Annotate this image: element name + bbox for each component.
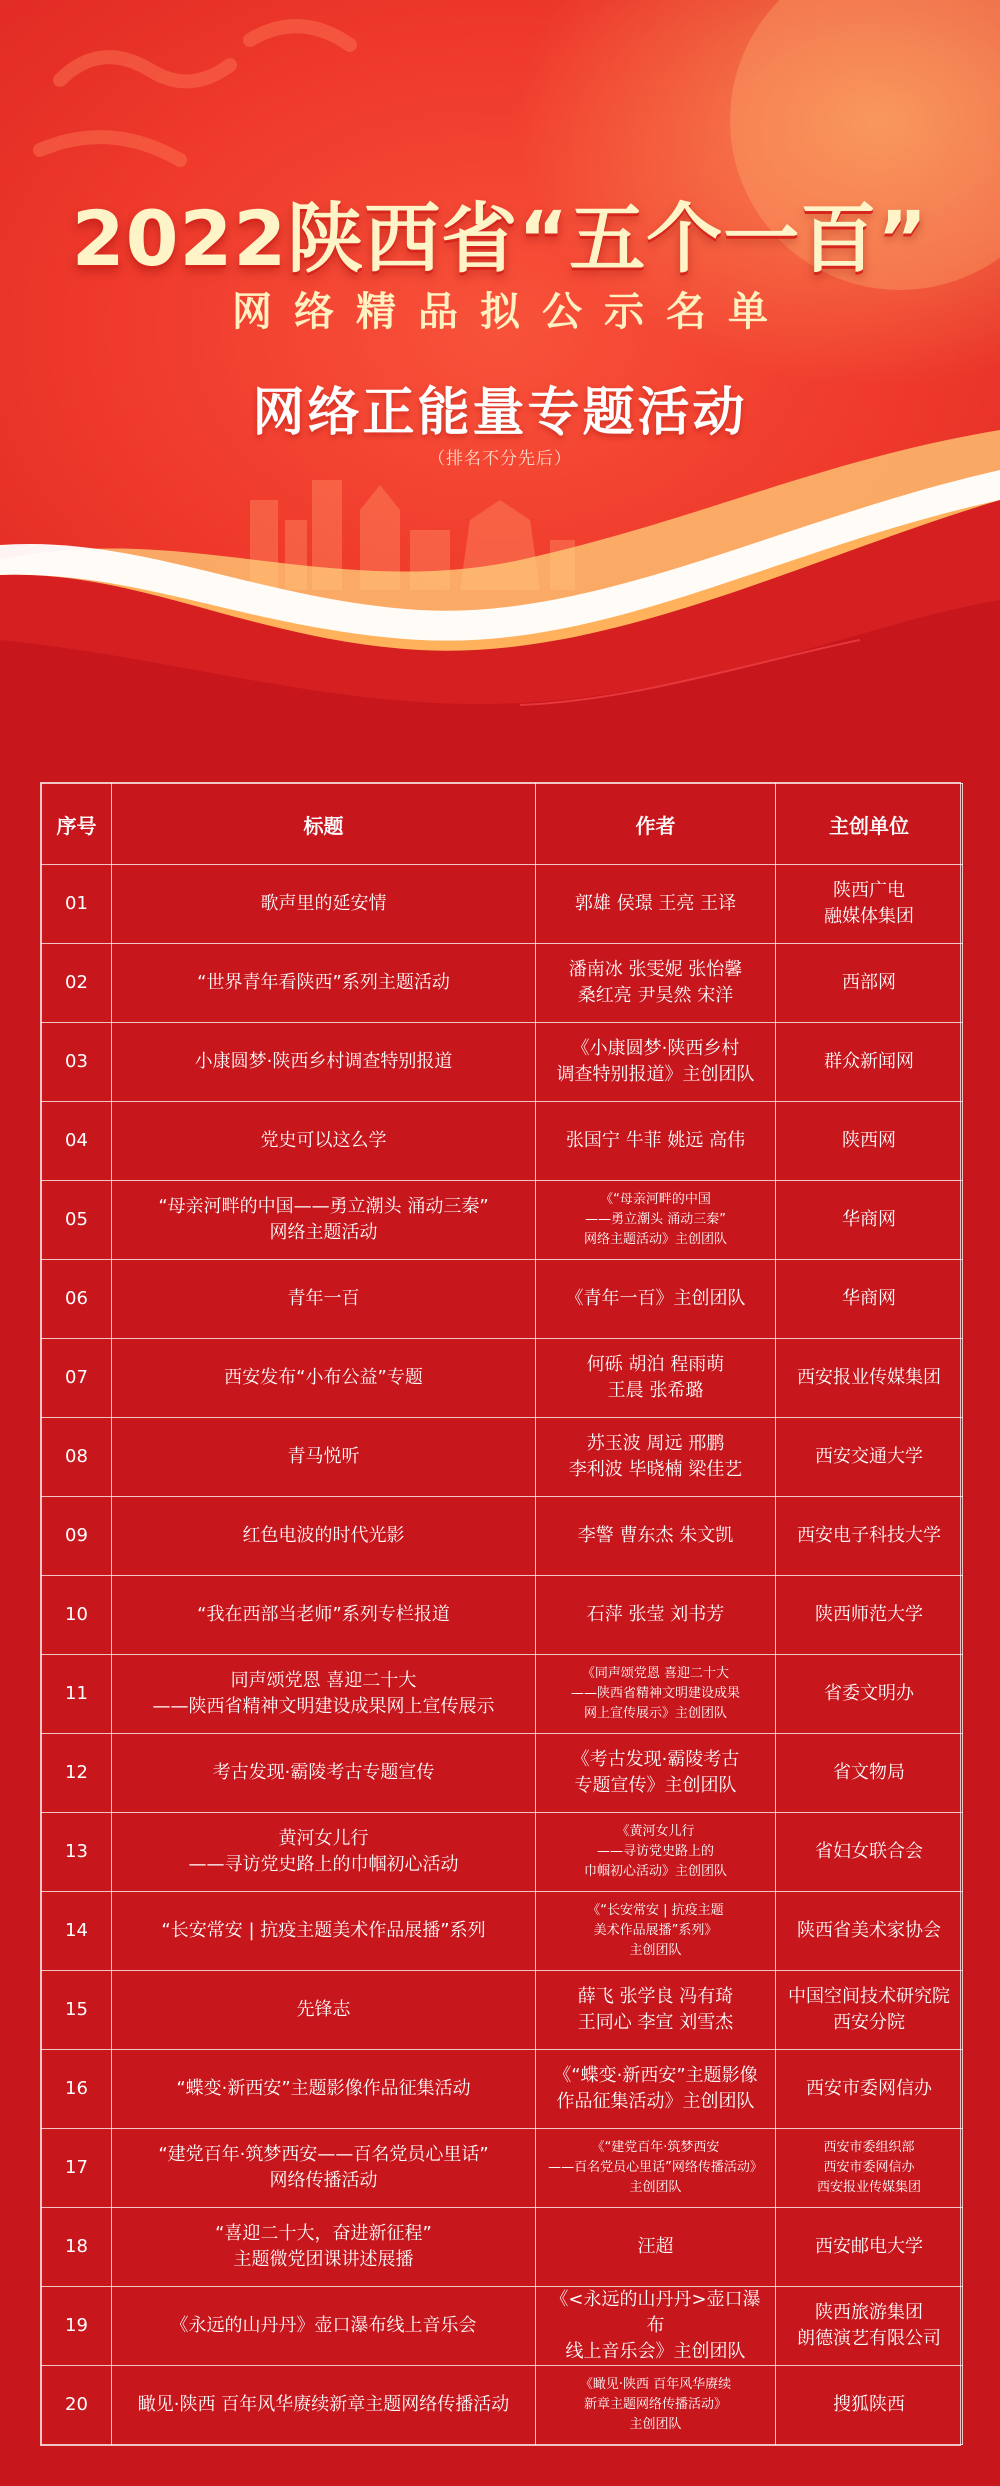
table-body: [42, 865, 963, 2445]
row-index-text: 05: [65, 1208, 88, 1230]
header-unit: 主创单位: [776, 784, 963, 865]
row-title: [112, 2129, 536, 2208]
row-index-text: 04: [65, 1129, 88, 1151]
row-index: [42, 2366, 112, 2445]
row-author-text: 《“蝶变·新西安”主题影像 作品征集活动》主创团队: [553, 2064, 758, 2112]
row-title: [112, 2050, 536, 2129]
row-index: [42, 1023, 112, 1102]
row-unit: [776, 2287, 963, 2366]
row-author-text: 《同声颂党恩 喜迎二十大 ——陕西省精神文明建设成果 网上宣传展示》主创团队: [570, 1665, 740, 1722]
row-unit-text: 华商网: [842, 1287, 896, 1309]
table-row: [42, 1734, 963, 1813]
row-unit: [776, 944, 963, 1023]
row-unit: [776, 1023, 963, 1102]
row-index-text: 14: [65, 1919, 88, 1941]
row-title-text: 红色电波的时代光影: [242, 1524, 405, 1546]
row-unit: [776, 1813, 963, 1892]
row-index: [42, 865, 112, 944]
table-row: [42, 2208, 963, 2287]
row-unit: [776, 2208, 963, 2287]
row-unit: [776, 1181, 963, 1260]
row-author: [536, 2129, 776, 2208]
row-unit-text: 省妇女联合会: [815, 1840, 923, 1862]
row-unit-text: 陕西师范大学: [815, 1603, 923, 1625]
subtitle: 网络精品拟公示名单: [232, 289, 790, 335]
row-title: [112, 865, 536, 944]
row-unit-text: 陕西省美术家协会: [797, 1919, 941, 1941]
row-index-text: 17: [65, 2156, 88, 2178]
table-row: [42, 2129, 963, 2208]
row-index: [42, 2287, 112, 2366]
row-unit-text: 群众新闻网: [824, 1050, 914, 1072]
row-unit-text: 省委文明办: [824, 1682, 914, 1704]
row-author: [536, 944, 776, 1023]
row-index-text: 12: [65, 1761, 88, 1783]
row-title: [112, 1813, 536, 1892]
row-title: [112, 1260, 536, 1339]
row-author-text: 郭雄 侯璟 王亮 王译: [574, 892, 737, 914]
main-title: 2022陕西省“五个一百”: [71, 194, 929, 283]
row-unit: [776, 1892, 963, 1971]
row-title-text: “建党百年·筑梦西安——百名党员心里话” 网络传播活动: [158, 2143, 489, 2191]
row-unit-text: 华商网: [842, 1208, 896, 1230]
row-author-text: 《“建党百年·筑梦西安 ——百名党员心里话”网络传播活动》 主创团队: [548, 2139, 763, 2196]
table-row: [42, 1102, 963, 1181]
ranking-note: （排名不分先后）: [428, 449, 572, 469]
row-unit: [776, 1971, 963, 2050]
row-title-text: 小康圆梦·陕西乡村调查特别报道: [194, 1050, 453, 1072]
row-unit: [776, 1102, 963, 1181]
row-author-text: 《考古发现·霸陵考古 专题宣传》主创团队: [571, 1748, 740, 1796]
row-unit: [776, 1655, 963, 1734]
row-unit-text: 西安市委网信办: [806, 2077, 932, 2099]
row-unit-text: 西部网: [842, 971, 896, 993]
table-row: [42, 1497, 963, 1576]
row-index: [42, 2208, 112, 2287]
row-unit-text: 陕西网: [842, 1129, 896, 1151]
row-author-text: 潘南冰 张雯妮 张怡馨 桑红亮 尹昊然 宋洋: [568, 958, 743, 1006]
row-author-text: 《瞰见·陕西 百年风华赓续 新章主题网络传播活动》 主创团队: [579, 2377, 732, 2433]
row-author: [536, 2287, 776, 2366]
row-title-text: “世界青年看陕西”系列主题活动: [197, 971, 450, 993]
table-row: [42, 865, 963, 944]
table-row: [42, 1655, 963, 1734]
row-title-text: “我在西部当老师”系列专栏报道: [197, 1603, 450, 1625]
row-index-text: 02: [65, 971, 88, 993]
row-author-text: 《黄河女儿行 ——寻访党史路上的 巾帼初心活动》主创团队: [583, 1823, 727, 1880]
row-unit-text: 西安报业传媒集团: [797, 1366, 941, 1388]
row-index-text: 09: [65, 1524, 88, 1546]
row-title-text: 《永远的山丹丹》壶口瀑布线上音乐会: [170, 2315, 477, 2337]
row-index-text: 16: [65, 2077, 88, 2099]
row-unit: [776, 2366, 963, 2445]
row-author: [536, 1892, 776, 1971]
row-author-text: 《青年一百》主创团队: [565, 1287, 746, 1309]
row-index: [42, 944, 112, 1023]
row-unit-text: 西安交通大学: [815, 1445, 923, 1467]
row-author-text: 张国宁 牛菲 姚远 高伟: [565, 1129, 746, 1151]
table-row: [42, 2287, 963, 2366]
row-unit: [776, 1418, 963, 1497]
row-unit-text: 陕西广电 融媒体集团: [824, 879, 914, 927]
row-title: [112, 1181, 536, 1260]
row-title: [112, 1418, 536, 1497]
row-author: [536, 2208, 776, 2287]
row-title-text: “母亲河畔的中国——勇立潮头 涌动三秦” 网络主题活动: [158, 1195, 489, 1243]
header-index: 序号: [42, 784, 112, 865]
row-unit: [776, 1734, 963, 1813]
table-row: [42, 1971, 963, 2050]
row-index: [42, 1655, 112, 1734]
header-banner: [0, 0, 1000, 760]
row-unit: [776, 1339, 963, 1418]
row-index: [42, 1102, 112, 1181]
row-author-text: 何砾 胡泊 程雨萌 王晨 张希璐: [586, 1353, 725, 1401]
theme-title: 网络正能量专题活动: [252, 383, 748, 443]
table-row: [42, 1339, 963, 1418]
row-unit: [776, 1497, 963, 1576]
row-author: [536, 1971, 776, 2050]
row-author: [536, 1655, 776, 1734]
row-unit-text: 西安邮电大学: [815, 2235, 923, 2257]
row-author-text: 《“长安常安 | 抗疫主题 美术作品展播”系列》 主创团队: [587, 1902, 724, 1959]
row-title-text: “蝶变·新西安”主题影像作品征集活动: [176, 2077, 471, 2099]
row-unit: [776, 2129, 963, 2208]
row-index: [42, 1971, 112, 2050]
row-author: [536, 1734, 776, 1813]
row-title: [112, 1655, 536, 1734]
table-row: [42, 1181, 963, 1260]
row-index-text: 20: [65, 2394, 88, 2416]
row-unit: [776, 1260, 963, 1339]
row-index: [42, 1892, 112, 1971]
row-title-text: 青年一百: [287, 1287, 360, 1309]
row-author: [536, 1102, 776, 1181]
header-title: 标题: [112, 784, 536, 865]
row-index-text: 13: [65, 1840, 88, 1862]
table-row: [42, 2050, 963, 2129]
row-title-text: 西安发布“小布公益”专题: [224, 1366, 423, 1388]
row-author-text: 石萍 张莹 刘书芳: [586, 1603, 725, 1625]
row-author: [536, 1023, 776, 1102]
row-title: [112, 1023, 536, 1102]
row-author: [536, 1181, 776, 1260]
row-title: [112, 1576, 536, 1655]
row-author: [536, 865, 776, 944]
row-author-text: 苏玉波 周远 邢鹏 李利波 毕晓楠 梁佳艺: [568, 1432, 743, 1480]
row-index-text: 03: [65, 1050, 88, 1072]
row-unit-text: 西安电子科技大学: [797, 1524, 941, 1546]
row-title-text: 黄河女儿行 ——寻访党史路上的巾帼初心活动: [188, 1827, 459, 1875]
row-author: [536, 1497, 776, 1576]
row-author-text: 《<永远的山丹丹>壶口瀑布 线上音乐会》主创团队: [550, 2289, 761, 2363]
row-unit: [776, 865, 963, 944]
row-author: [536, 1813, 776, 1892]
row-author-text: 汪超: [637, 2235, 674, 2257]
row-title-text: 瞰见·陕西 百年风华赓续新章主题网络传播活动: [137, 2394, 510, 2416]
row-index: [42, 1418, 112, 1497]
row-index-text: 07: [65, 1366, 88, 1388]
row-index-text: 15: [65, 1998, 88, 2020]
row-index: [42, 1734, 112, 1813]
row-title: [112, 1734, 536, 1813]
table-row: [42, 1892, 963, 1971]
row-author: [536, 1418, 776, 1497]
row-title: [112, 1971, 536, 2050]
row-title: [112, 2208, 536, 2287]
row-title: [112, 1497, 536, 1576]
row-title: [112, 944, 536, 1023]
table-row: [42, 2366, 963, 2445]
table-row: [42, 1260, 963, 1339]
row-index: [42, 1497, 112, 1576]
row-title-text: 党史可以这么学: [260, 1129, 387, 1151]
table-row: [42, 1023, 963, 1102]
row-index: [42, 2050, 112, 2129]
row-title: [112, 2287, 536, 2366]
row-author-text: 李警 曹东杰 朱文凯: [577, 1524, 734, 1546]
row-title: [112, 2366, 536, 2445]
row-author-text: 《“母亲河畔的中国 ——勇立潮头 涌动三秦” 网络主题活动》主创团队: [583, 1191, 727, 1248]
row-unit: [776, 1576, 963, 1655]
row-unit: [776, 2050, 963, 2129]
row-index-text: 11: [65, 1682, 88, 1704]
row-author-text: 薛飞 张学良 冯有琦 王同心 李宣 刘雪杰: [577, 1985, 734, 2033]
row-author: [536, 1339, 776, 1418]
row-author: [536, 1260, 776, 1339]
row-title: [112, 1102, 536, 1181]
row-unit-text: 陕西旅游集团 朗德演艺有限公司: [797, 2302, 941, 2350]
table-header-row: [42, 784, 963, 865]
row-title-text: “长安常安 | 抗疫主题美术作品展播”系列: [161, 1919, 486, 1941]
row-author: [536, 1576, 776, 1655]
row-index: [42, 1339, 112, 1418]
table-row: [42, 1576, 963, 1655]
header-author: 作者: [536, 784, 776, 865]
table-row: [42, 1813, 963, 1892]
row-index-text: 19: [65, 2315, 88, 2337]
row-index-text: 08: [65, 1445, 88, 1467]
row-index: [42, 1260, 112, 1339]
row-title-text: “喜迎二十大，奋进新征程” 主题微党团课讲述展播: [215, 2222, 432, 2270]
row-index: [42, 1813, 112, 1892]
row-title-text: 歌声里的延安情: [260, 892, 387, 914]
row-title-text: 同声颂党恩 喜迎二十大 ——陕西省精神文明建设成果网上宣传展示: [152, 1669, 495, 1717]
row-author: [536, 2050, 776, 2129]
row-title: [112, 1892, 536, 1971]
row-unit-text: 西安市委组织部 西安市委网信办 西安报业传媒集团: [816, 2139, 921, 2196]
row-index: [42, 2129, 112, 2208]
nominee-table: [40, 782, 961, 2446]
row-index-text: 18: [65, 2235, 88, 2257]
row-unit-text: 中国空间技术研究院 西安分院: [788, 1985, 950, 2033]
row-index: [42, 1576, 112, 1655]
row-title-text: 青马悦听: [287, 1445, 360, 1467]
row-index-text: 10: [65, 1603, 88, 1625]
row-index-text: 06: [65, 1287, 88, 1309]
row-index-text: 01: [65, 892, 88, 914]
row-unit-text: 省文物局: [833, 1761, 905, 1783]
row-title: [112, 1339, 536, 1418]
row-title-text: 先锋志: [296, 1998, 351, 2020]
row-index: [42, 1181, 112, 1260]
table-row: [42, 944, 963, 1023]
row-author: [536, 2366, 776, 2445]
row-title-text: 考古发现·霸陵考古专题宣传: [212, 1761, 435, 1783]
row-author-text: 《小康圆梦·陕西乡村 调查特别报道》主创团队: [556, 1037, 755, 1085]
row-unit-text: 搜狐陕西: [833, 2394, 905, 2416]
table-row: [42, 1418, 963, 1497]
